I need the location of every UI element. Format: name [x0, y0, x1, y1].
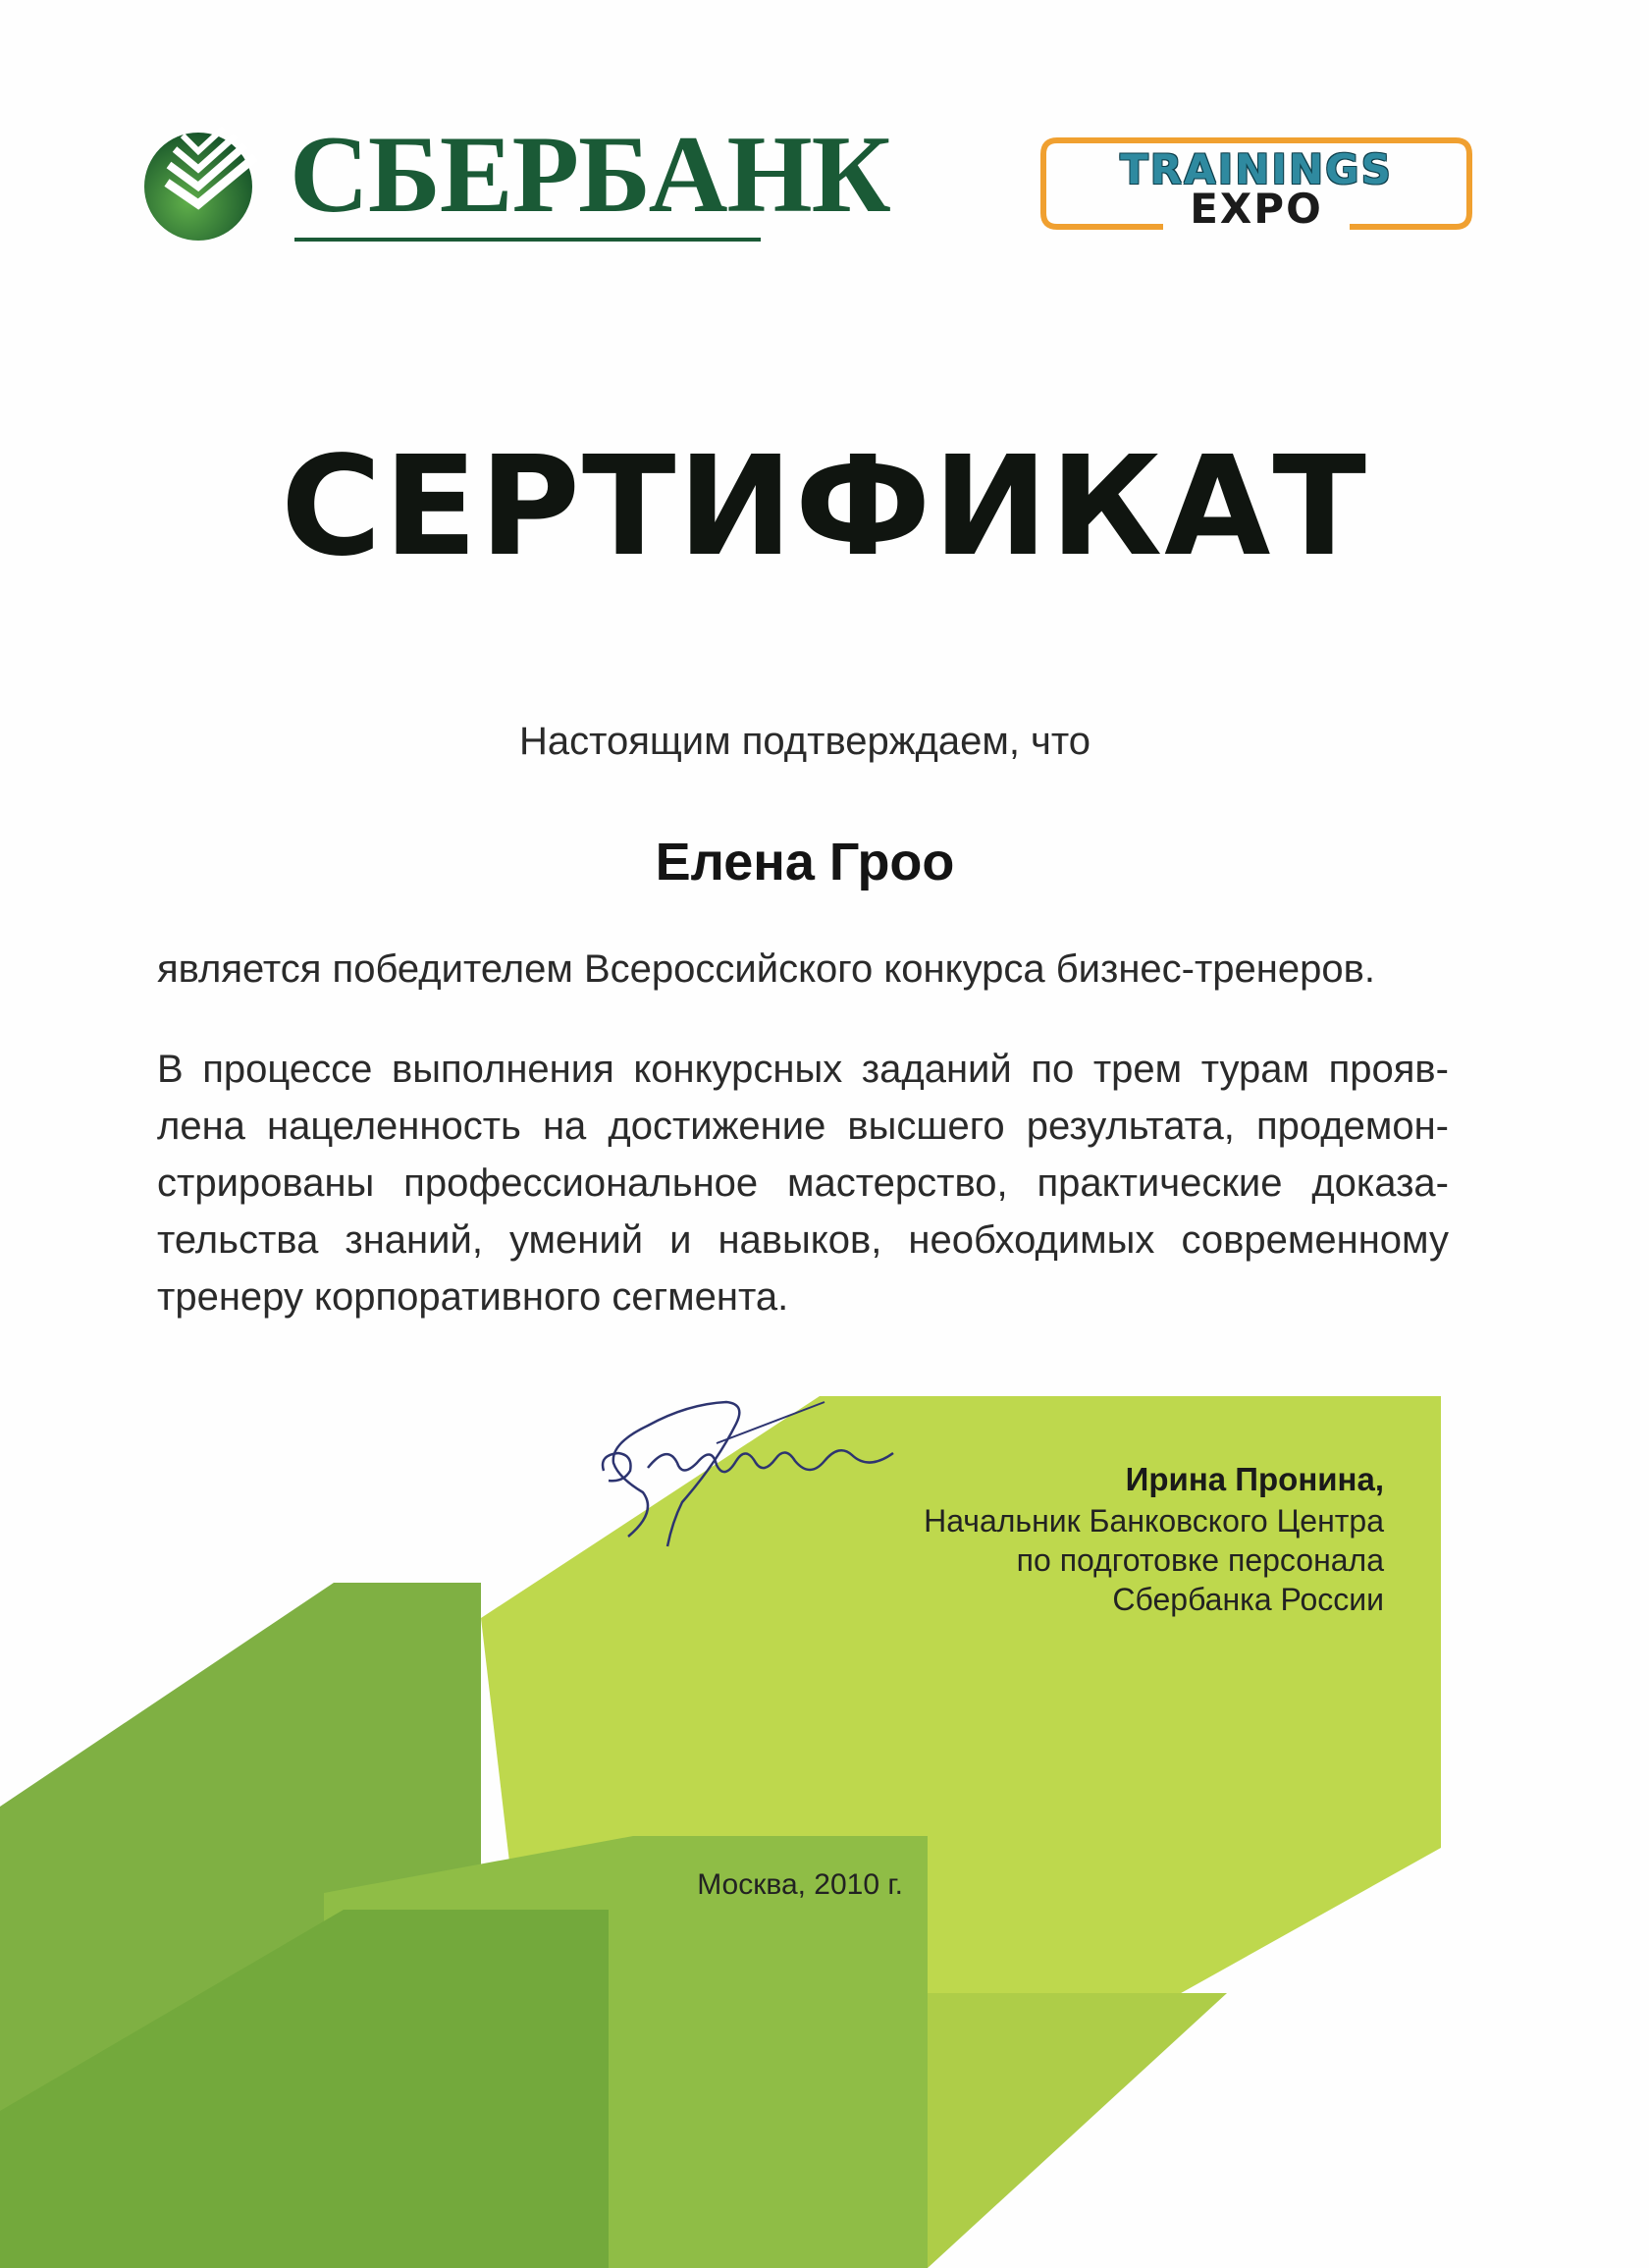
- signatory-block: [844, 1458, 1384, 1619]
- handwritten-signature: [589, 1384, 913, 1556]
- achievement-line: лена нацеленность на достижение высшего результата, продемон-: [157, 1105, 1449, 1148]
- bg-shape-bottom-right: [928, 1993, 1227, 2268]
- certificate-title: СЕРТИФИКАТ: [281, 427, 1368, 587]
- intro-text: Настоящим подтверждаем, что: [518, 720, 1091, 763]
- sberbank-wordmark: СБЕРБАНК: [290, 114, 890, 236]
- signatory-position-line: Сбербанка России: [1112, 1582, 1384, 1617]
- recipient-name: Елена Гроо: [655, 833, 955, 891]
- achievement-paragraph: [157, 1041, 1449, 1325]
- achievement-line: тренеру корпоративного сегмента.: [157, 1275, 789, 1319]
- sberbank-logo: [137, 114, 890, 243]
- winner-text: является победителем Всероссийского конкурса бизнес-тренеров.: [157, 947, 1375, 991]
- expo-trainings-text: TRAININGS: [1120, 145, 1393, 193]
- sberbank-emblem-icon: [137, 120, 265, 243]
- expo-expo-text: EXPO: [1190, 185, 1323, 233]
- achievement-line: тельства знаний, умений и навыков, необходимых современному: [157, 1218, 1449, 1262]
- signatory-name: Ирина Пронина,: [1125, 1461, 1384, 1497]
- sberbank-underline: [294, 238, 761, 242]
- place-and-date: Москва, 2010 г.: [697, 1868, 903, 1901]
- signatory-position-line: по подготовке персонала: [1016, 1542, 1384, 1578]
- trainings-expo-logo: [1036, 133, 1477, 241]
- signatory-position-line: Начальник Банковского Центра: [924, 1503, 1384, 1539]
- achievement-line: стрированы профессиональное мастерство, практические доказа-: [157, 1161, 1449, 1205]
- achievement-line: В процессе выполнения конкурсных заданий по трем турам прояв-: [157, 1048, 1449, 1091]
